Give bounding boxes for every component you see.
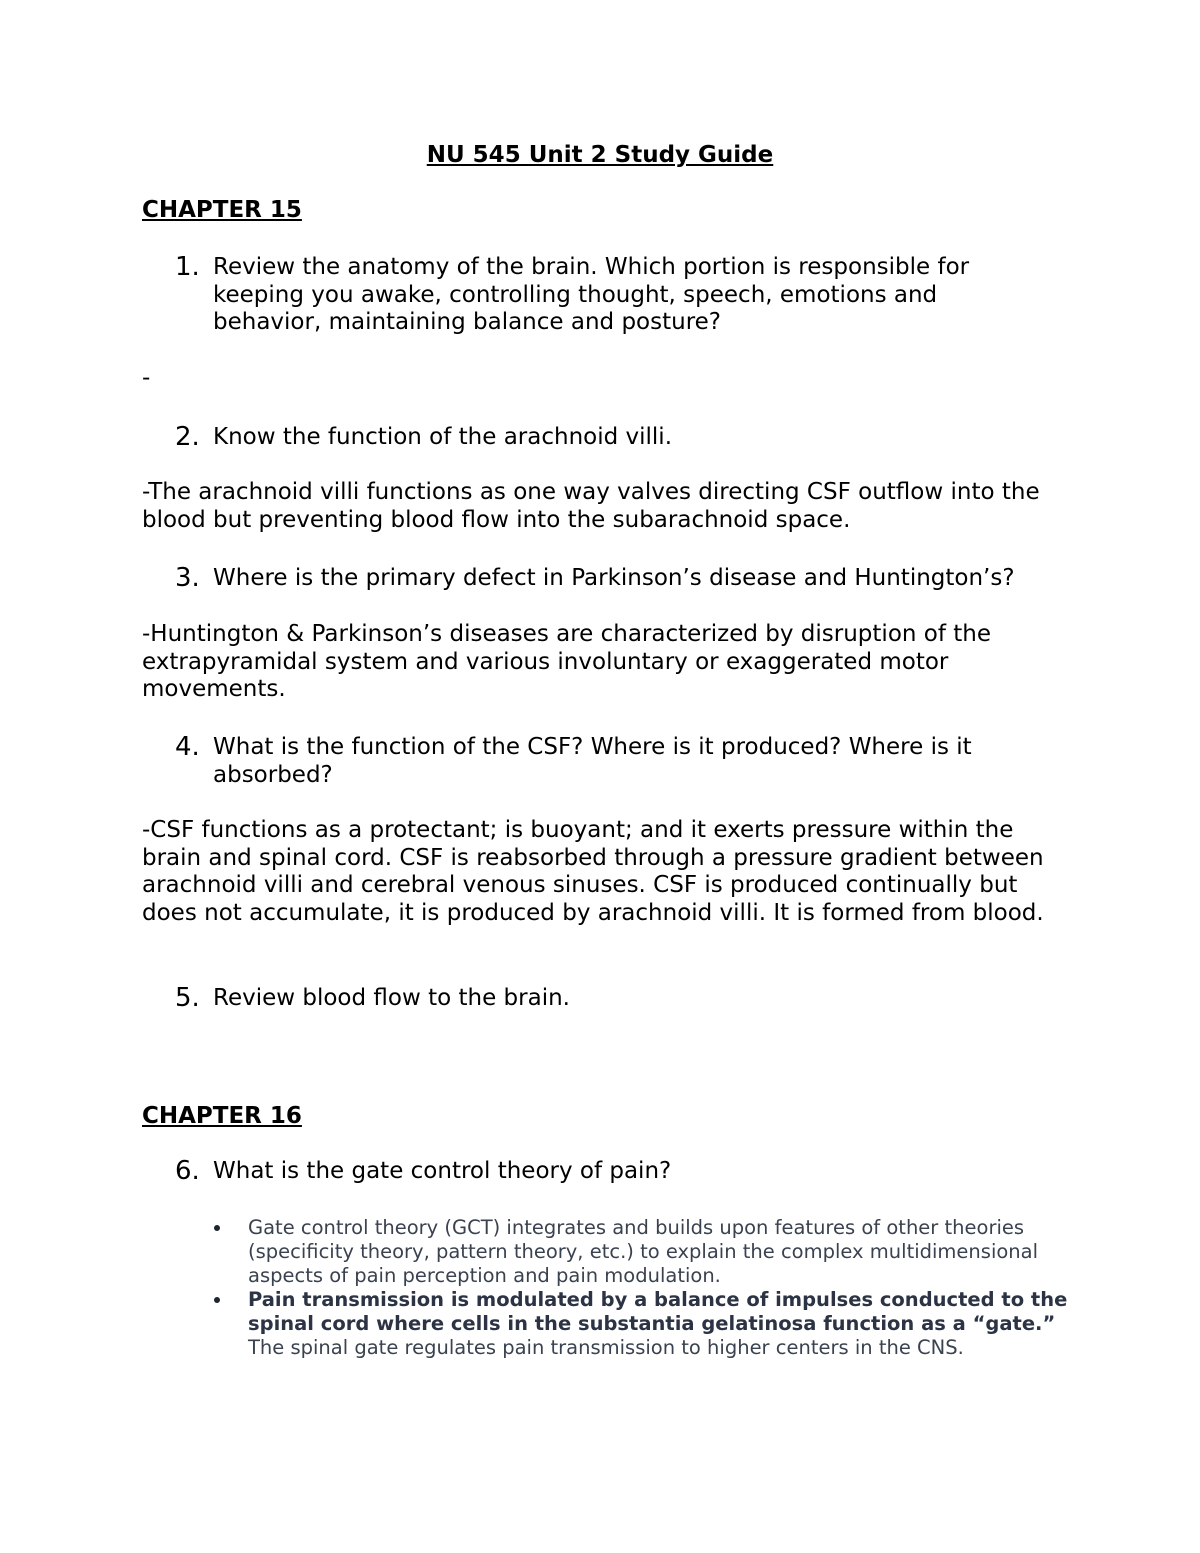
question-6-number: 6. (175, 1156, 200, 1186)
question-6 (175, 1158, 1045, 1186)
question-3 (175, 565, 1045, 593)
question-6-text: What is the gate control theory of pain? (213, 1158, 672, 1184)
question-5-number: 5. (175, 983, 200, 1013)
bullet-2-bold-text: Pain transmission is modulated by a balance of impulses conducted to the spinal cord where cells in the substantia gelatinosa function as a “gate.” (248, 1288, 1068, 1335)
question-1 (175, 254, 1045, 337)
answer-3: -Huntington & Parkinson’s diseases are characterized by disruption of the extrapyramidal system and various involuntary or exaggerated motor movements. (142, 621, 992, 702)
answer-4: -CSF functions as a protectant; is buoyant; and it exerts pressure within the brain and spinal cord. CSF is reabsorbed through a pressure gradient between arachnoid villi and cerebral venous sinuses. CSF is produced continually but does not accumulate, it is produced by arachnoid villi. It is formed from blood. (142, 817, 1044, 926)
chapter-15-heading: CHAPTER 15 (142, 197, 302, 223)
bullet-icon (214, 1297, 220, 1303)
question-2-number: 2. (175, 422, 200, 452)
question-4-number: 4. (175, 732, 200, 762)
question-2 (175, 424, 1045, 452)
answer-1: - (142, 365, 151, 391)
list-item (210, 1288, 1070, 1360)
gate-theory-bullet-list (210, 1216, 1070, 1360)
question-5-text: Review blood flow to the brain. (213, 985, 570, 1011)
bullet-1-text: Gate control theory (GCT) integrates and builds upon features of other theories (specificity theory, pattern theory, etc.) to explain the complex multidimensional aspects of pain perception and pain modulation. (248, 1216, 1039, 1287)
bullet-2-text: The spinal gate regulates pain transmission to higher centers in the CNS. (248, 1336, 964, 1359)
question-3-number: 3. (175, 563, 200, 593)
question-3-text: Where is the primary defect in Parkinson’s disease and Huntington’s? (213, 565, 1015, 591)
question-5 (175, 985, 1045, 1013)
answer-2: -The arachnoid villi functions as one way valves directing CSF outflow into the blood but preventing blood flow into the subarachnoid space. (142, 479, 1040, 533)
bullet-icon (214, 1225, 220, 1231)
question-2-text: Know the function of the arachnoid villi. (213, 424, 673, 450)
chapter-16-heading: CHAPTER 16 (142, 1103, 302, 1129)
list-item (210, 1216, 1070, 1288)
document-title: NU 545 Unit 2 Study Guide (426, 142, 774, 168)
question-4 (175, 734, 1045, 789)
question-1-text: Review the anatomy of the brain. Which portion is responsible for keeping you awake, controlling thought, speech, emotions and behavior, maintaining balance and posture? (213, 254, 970, 335)
question-4-text: What is the function of the CSF? Where is it produced? Where is it absorbed? (213, 734, 972, 788)
question-1-number: 1. (175, 252, 200, 282)
